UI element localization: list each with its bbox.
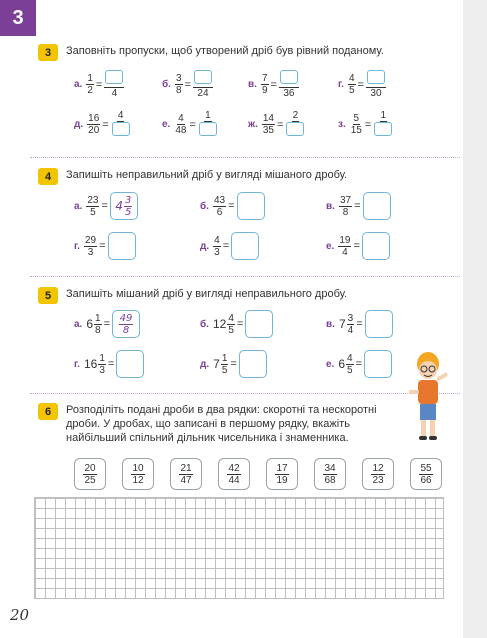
answer-box[interactable] [367,70,385,84]
fraction-card: $\frac{17}{19}$ [266,458,298,490]
fraction-card: $\frac{12}{23}$ [362,458,394,490]
answer-box[interactable] [245,310,273,338]
answer-box[interactable] [239,350,267,378]
task3-item-d: д. $\frac{16}{20}$ = 4 [74,110,131,139]
task-instruction: Заповніть пропуски, щоб утворений дріб був рівний поданому. [66,45,384,57]
task4-item-d: д. $\frac{4}{3}$ = [200,232,259,260]
task3-item-a: а. $\frac{1}{2}$ = 4 [74,70,124,99]
answer-box[interactable] [237,192,265,220]
task5-item-a: а. 6 $\frac{1}{8}$ = $\frac{49}{8}$ [74,310,140,338]
answer-box[interactable] [363,192,391,220]
task3-item-h: г. $\frac{4}{5}$ = 30 [338,70,386,99]
page-number: 20 [10,606,30,624]
task3-item-zh: ж. $\frac{14}{35}$ = 2 [248,110,305,139]
task5-item-d: д. 7 $\frac{1}{5}$ = [200,350,267,378]
answer-box[interactable] [362,232,390,260]
task-number: 3 [38,44,58,61]
task5-item-e: е. 6 $\frac{4}{5}$ = [326,350,392,378]
fraction-card: $\frac{10}{12}$ [122,458,154,490]
task-4 [38,168,458,185]
task3-item-z: з. $\frac{5}{15}$ = 1 [338,110,393,139]
answer-box[interactable] [280,70,298,84]
fraction-card: $\frac{34}{68}$ [314,458,346,490]
fraction-card: $\frac{21}{47}$ [170,458,202,490]
task-5 [38,287,458,304]
answer-box[interactable] [365,310,393,338]
task-number: 6 [38,403,58,420]
task-instruction: Запишіть мішаний дріб у вигляді неправильного дробу. [66,288,348,300]
task4-item-b: б. $\frac{43}{6}$ = [200,192,265,220]
task4-item-a: а. $\frac{23}{5}$ = 4 $\frac{3}{5}$ [74,192,138,220]
answer-box[interactable] [105,70,123,84]
task-instruction: Розподіліть подані дроби в два рядки: скоротні та нескоротні дроби. У дробах, що записані в першому рядку, вкажіть найбільший спільний дільник чисельника і знаменника. [66,404,377,444]
task-6 [38,403,398,445]
task4-item-v: в. $\frac{37}{8}$ = [326,192,391,220]
answer-grid[interactable] [34,497,444,599]
task3-item-e: е. $\frac{4}{48}$ = 1 [162,110,218,139]
separator [30,393,460,394]
task-number: 4 [38,168,58,185]
task5-item-b: б. 12 $\frac{4}{5}$ = [200,310,273,338]
answer-box[interactable] [194,70,212,84]
task-number: 5 [38,287,58,304]
fraction-card: $\frac{55}{66}$ [410,458,442,490]
task-3 [38,44,458,61]
answer-box[interactable] [364,350,392,378]
answer-box[interactable] [199,122,217,136]
task5-item-h: г. 16 $\frac{1}{3}$ = [74,350,144,378]
answer-box-filled[interactable]: $\frac{49}{8}$ [112,310,140,338]
task4-item-e: е. $\frac{19}{4}$ = [326,232,390,260]
answer-box[interactable] [116,350,144,378]
task4-item-h: г. $\frac{29}{3}$ = [74,232,136,260]
task5-item-v: в. 7 $\frac{3}{4}$ = [326,310,393,338]
unit-badge: 3 [0,0,36,36]
task3-item-v: в. $\frac{7}{9}$ = 36 [248,70,299,99]
answer-box[interactable] [286,122,304,136]
answer-box[interactable] [112,122,130,136]
task-instruction: Запишіть неправильний дріб у вигляді мішаного дробу. [66,169,348,181]
task3-item-b: б. $\frac{3}{8}$ = 24 [162,70,213,99]
boy-illustration [408,350,452,442]
page-edge-strip [463,0,487,638]
separator [30,157,460,158]
answer-box[interactable] [231,232,259,260]
answer-box[interactable] [374,122,392,136]
answer-box-filled[interactable]: 4 $\frac{3}{5}$ [110,192,138,220]
separator [30,276,460,277]
fraction-card: $\frac{42}{44}$ [218,458,250,490]
answer-box[interactable] [108,232,136,260]
fraction-card: $\frac{20}{25}$ [74,458,106,490]
